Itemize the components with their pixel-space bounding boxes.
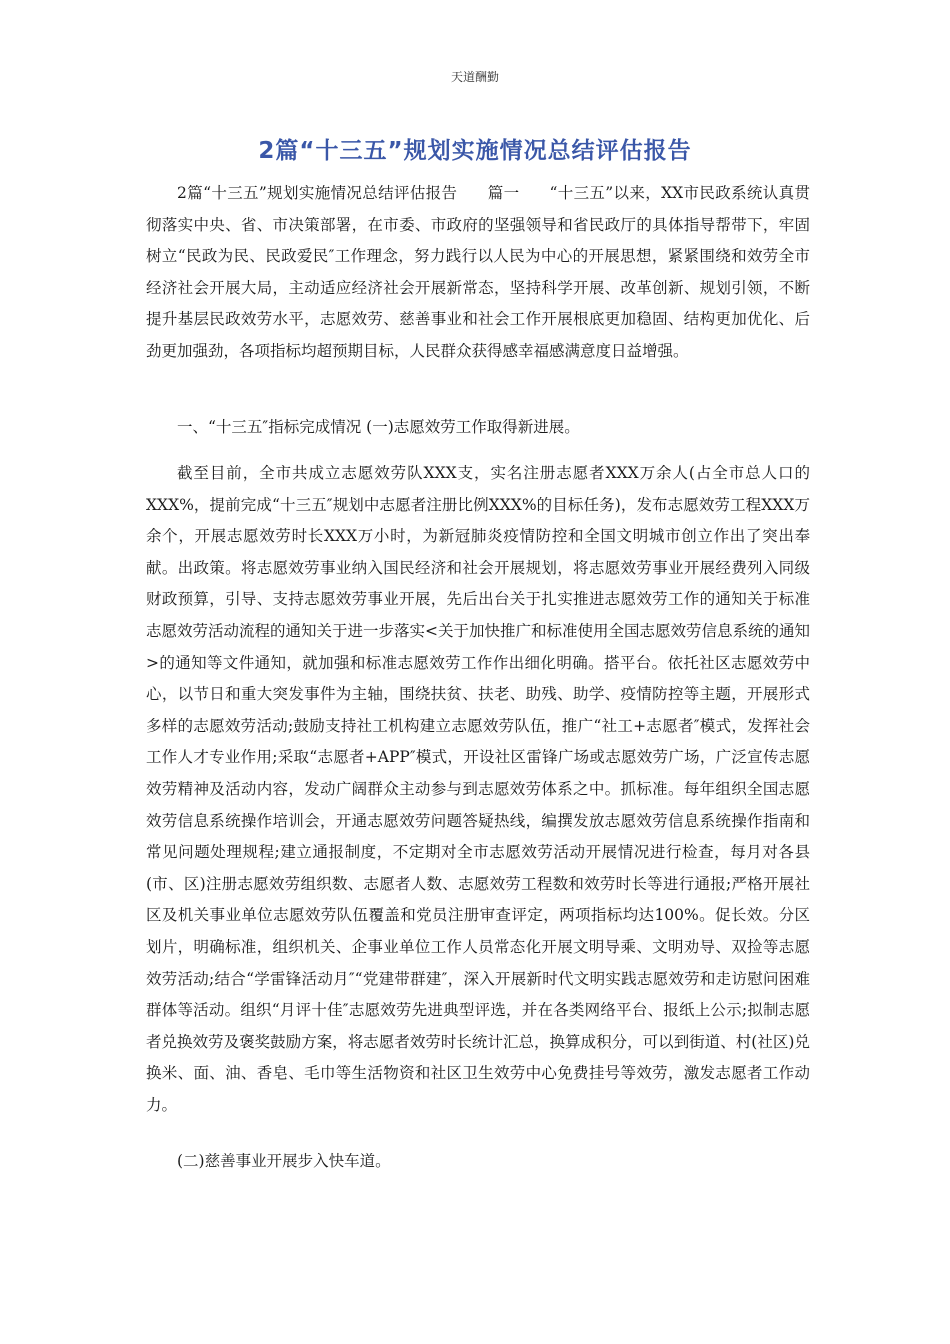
intro-paragraph	[146, 178, 810, 368]
header-mark: 天道酬勤	[450, 70, 499, 84]
document-title: 2篇“十三五”规划实施情况总结评估报告	[258, 138, 692, 164]
intro-body: “十三五”以来，XX市民政系统认真贯彻落实中央、省、市决策部署，在市委、市政府的坚强领导和省民政厅的具体指导帮带下，牢固树立“民政为民、民政爱民″工作理念，努力践行以人民为中心的开展思想，紧紧围绕和效劳全市经济社会开展大局，主动适应经济社会开展新常态，坚持科学开展、改革创新、规划引领，不断提升基层民政效劳水平，志愿效劳、慈善事业和社会工作开展根底更加稳固、结构更加优化、后劲更加强劲，各项指标均超预期目标，人民群众获得感幸福感满意度日益增强。	[146, 184, 810, 360]
section1-heading: 一、“十三五″指标完成情况 (一)志愿效劳工作取得新进展。	[177, 418, 580, 436]
section2-heading: (二)慈善事业开展步入快车道。	[177, 1152, 391, 1170]
section1-body: 截至目前，全市共成立志愿效劳队XXX支，实名注册志愿者XXX万余人(占全市总人口的XXX%，提前完成“十三五″规划中志愿者注册比例XXX%的目标任务)，发布志愿效劳工程XXX万余个，开展志愿效劳时长XXX万小时，为新冠肺炎疫情防控和全国文明城市创立作出了突出奉献。出政策。将志愿效劳事业纳入国民经济和社会开展规划，将志愿效劳事业开展经费列入同级财政预算，引导、支持志愿效劳事业开展，先后出台关于扎实推进志愿效劳工作的通知关于标准志愿效劳活动流程的通知关于进一步落实<关于加快推广和标准使用全国志愿效劳信息系统的通知>的通知等文件通知，就加强和标准志愿效劳工作作出细化明确。搭平台。依托社区志愿效劳中心，以节日和重大突发事件为主轴，围绕扶贫、扶老、助残、助学、疫情防控等主题，开展形式多样的志愿效劳活动;鼓励支持社工机构建立志愿效劳队伍，推广“社工+志愿者″模式，发挥社会工作人才专业作用;采取“志愿者+APP″模式，开设社区雷锋广场或志愿效劳广场，广泛宣传志愿效劳精神及活动内容，发动广阔群众主动参与到志愿效劳体系之中。抓标准。每年组织全国志愿效劳信息系统操作培训会，开通志愿效劳问题答疑热线，编撰发放志愿效劳信息系统操作指南和常见问题处理规程;建立通报制度，不定期对全市志愿效劳活动开展情况进行检查，每月对各县(市、区)注册志愿效劳组织数、志愿者人数、志愿效劳工程数和效劳时长等进行通报;严格开展社区及机关事业单位志愿效劳队伍覆盖和党员注册审查评定，两项指标均达100%。促长效。分区划片，明确标准，组织机关、企事业单位工作人员常态化开展文明导乘、文明劝导、双捡等志愿效劳活动;结合“学雷锋活动月″“党建带群建″，深入开展新时代文明实践志愿效劳和走访慰问困难群体等活动。组织“月评十佳″志愿效劳先进典型评选，并在各类网络平台、报纸上公示;拟制志愿者兑换效劳及褒奖鼓励方案，将志愿者效劳时长统计汇总，换算成积分，可以到街道、村(社区)兑换米、面、油、香皂、毛巾等生活物资和社区卫生效劳中心免费挂号等效劳，激发志愿者工作动力。	[146, 464, 810, 1114]
intro-lead: 2篇“十三五”规划实施情况总结评估报告	[177, 184, 458, 202]
intro-section-label: 篇一	[487, 184, 520, 202]
